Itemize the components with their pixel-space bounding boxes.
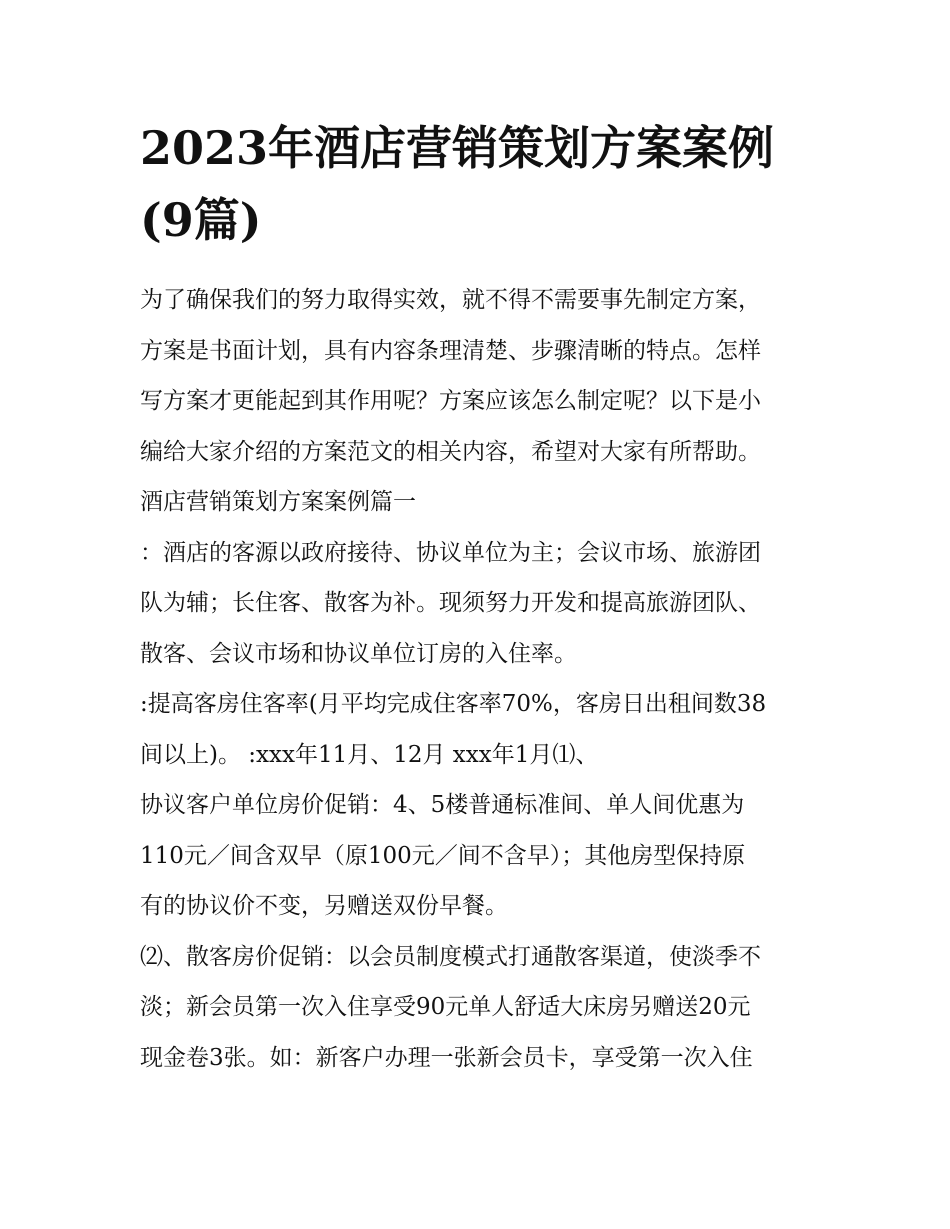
body-line: 110元／间含双早（原100元／间不含早）；其他房型保持原 [140,842,746,869]
title-line: 2023年酒店营销策划方案案例 [140,121,775,175]
body-line: 现金卷3张。如：新客户办理一张新会员卡，享受第一次入住 [140,1044,753,1071]
title-line: (9篇) [140,193,262,247]
body-line: 编给大家介绍的方案范文的相关内容，希望对大家有所帮助。 [140,438,761,465]
section-heading: 酒店营销策划方案案例篇一 [140,489,416,515]
body-line: 协议客户单位房价促销：4、5楼普通标准间、单人间优惠为 [140,792,745,818]
document-title [140,112,840,256]
body-line: :提高客房住客率(月平均完成住客率70%，客房日出租间数38 [140,691,767,717]
body-line: 有的协议价不变，另赠送双份早餐。 [140,893,508,919]
body-line: 为了确保我们的努力取得实效，就不得不需要事先制定方案， [140,287,761,313]
body-line: ⑵、散客房价促销：以会员制度模式打通散客渠道，使淡季不 [140,943,761,970]
body-line: 间以上)。 :xxx年11月、12月 xxx年1月⑴、 [140,741,599,768]
body-line: 散客、会议市场和协议单位订房的入住率。 [140,640,577,667]
body-line: 方案是书面计划，具有内容条理清楚、步骤清晰的特点。怎样 [140,337,761,364]
document-body [140,275,830,1083]
body-line: 淡；新会员第一次入住享受90元单人舒适大床房另赠送20元 [140,994,751,1020]
body-line: 队为辅；长住客、散客为补。现须努力开发和提高旅游团队、 [140,590,761,616]
body-line: 写方案才更能起到其作用呢？方案应该怎么制定呢？以下是小 [140,388,761,414]
body-line: ：酒店的客源以政府接待、协议单位为主；会议市场、旅游团 [140,539,761,566]
